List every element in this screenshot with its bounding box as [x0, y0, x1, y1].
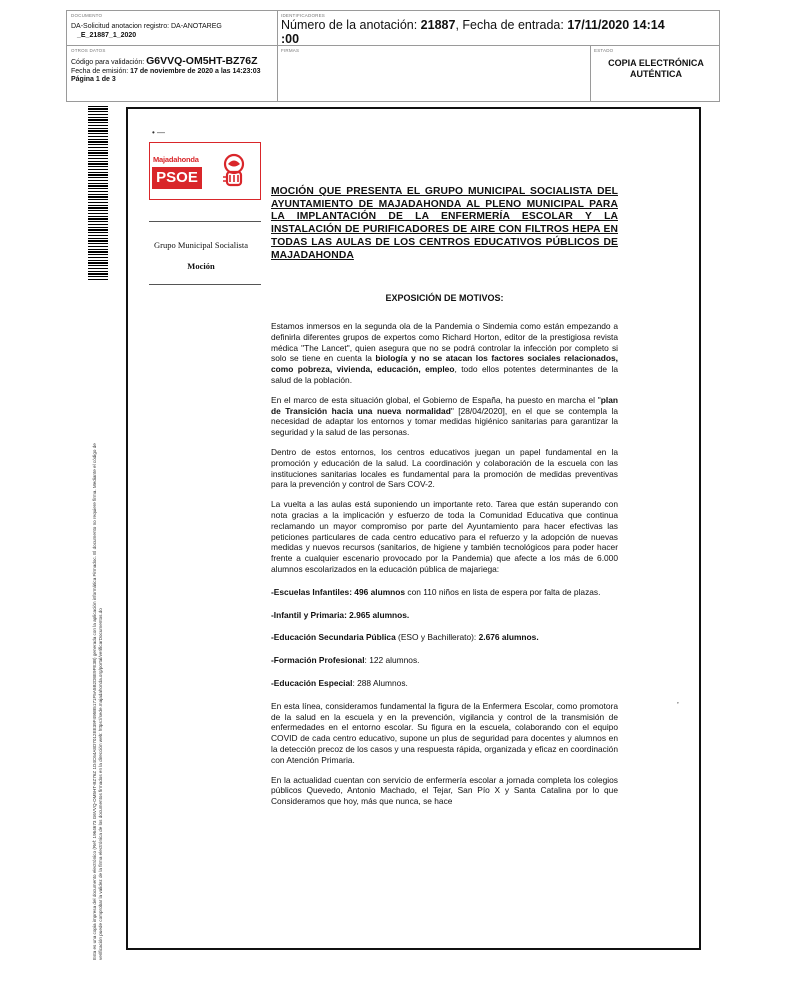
- list-item: -Escuelas Infantiles: 496 alumnos con 110 niños en lista de espera por falta de plazas.: [271, 586, 601, 597]
- firmas-caption: FIRMAS: [281, 48, 300, 53]
- motion-body: [271, 321, 618, 816]
- logo-place: Majadahonda: [153, 155, 199, 164]
- stray-mark: ’: [677, 701, 679, 710]
- paragraph: En esta línea, consideramos fundamental la figura de la Enfermera Escolar, como promotora de la salud en la escuela y en la prevención, vigilancia y control de la transmisión de enfermedades en el entorno escolar. Su figura en la escuela, colaborando con el equipo COVID de cada centro educativo, supone un plus de seguridad para docentes y alumnos en la detección precoz de los casos y una respuesta rápida, organizada y eficaz en coordinación con Atención Primaria.: [271, 700, 618, 765]
- paragraph: La vuelta a las aulas está suponiendo un importante reto. Tarea que están superando con nota gracias a la implicación y esfuerzo de toda la Comunidad Educativa que continua reclamando un mayor compromiso por parte del Ayuntamiento para hacer efectivas las peticiones particulares de cada centro educativo para el refuerzo y la adopción de nuevas medidas y nuevos recursos (sanitarios, de higiene y también tecnológicos para poder hacer frente a cualquier escenario provocado por la Pandemia) que afecte a los más de 6.000 alumnos escolarizados en la educación pública de majariega:: [271, 499, 618, 574]
- barcode: [88, 106, 108, 282]
- divider: [149, 284, 261, 285]
- psoe-logo: [149, 142, 261, 200]
- identificadores-caption: IDENTIFICADORES: [281, 13, 326, 18]
- paragraph: Dentro de estos entornos, los centros educativos juegan un papel fundamental en la promoción y educación de la salud. La coordinación y colaboración de la escuela con las instituciones sanitarias locales es fundamental para la promoción de medidas preventivas para la prevención y control de Sars COV-2.: [271, 446, 618, 490]
- document-page: [126, 107, 701, 950]
- logo-mark: • —: [152, 128, 166, 137]
- documento-caption: DOCUMENTO: [71, 13, 103, 18]
- validation-code: Código para validación: G6VVQ-OM5HT-BZ76Z: [71, 55, 258, 67]
- page-count: Página 1 de 3: [71, 76, 116, 83]
- verification-side-text: Esta es una copia impresa del documento electrónico (Ref: 1964673 G6VVQ-OM5HT-BZ76Z 1D4C64A8D7012EE39F495B5171F5A5B2D8E9FE3B) generada con la aplicación informática Firmadoc. El documento no requiere firma. Mediante el código de verificación puede comprobar la validez de la firma electrónica de los documentos firmados en la dirección web: https://sede.majadahonda.org/portal/verificarDocumentos.do: [92, 443, 103, 960]
- estado-caption: ESTADO: [594, 48, 614, 53]
- rose-fist-icon: [214, 151, 254, 191]
- group-name: Grupo Municipal Socialista: [154, 240, 248, 250]
- motion-title: MOCIÓN QUE PRESENTA EL GRUPO MUNICIPAL SOCIALISTA DEL AYUNTAMIENTO DE MAJADAHONDA AL PLENO MUNICIPAL PARA LA IMPLANTACIÓN DE LA ENFERMERÍA ESCOLAR Y LA INSTALACIÓN DE PURIFICADORES DE AIRE CON FILTROS HEPA EN TODAS LAS AULAS DE LOS CENTROS EDUCATIVOS PÚBLICOS DE MAJADAHONDA: [271, 186, 618, 261]
- anotacion-line: Número de la anotación: 21887, Fecha de entrada: 17/11/2020 14:14 :00: [281, 18, 665, 46]
- estado-status: COPIA ELECTRÓNICA AUTÉNTICA: [608, 58, 704, 79]
- list-item: -Formación Profesional: 122 alumnos.: [271, 655, 420, 666]
- divider: [149, 221, 261, 222]
- documento-text: DA-Solicitud anotacion registro: DA-ANOTAREG _E_21887_1_2020: [71, 23, 222, 39]
- otros-datos-caption: OTROS DATOS: [71, 48, 106, 53]
- list-item: -Infantil y Primaria: 2.965 alumnos.: [271, 609, 410, 620]
- paragraph: En la actualidad cuentan con servicio de enfermería escolar a jornada completa los colegios públicos Quevedo, Antonio Machado, el Tejar, San Pío X y Santa Catalina por lo que Consideramos que hoy, más que nunca, se hace: [271, 774, 618, 807]
- list-item: -Educación Especial: 288 Alumnos.: [271, 677, 408, 688]
- section-heading: EXPOSICIÓN DE MOTIVOS:: [385, 293, 504, 303]
- emission-date: Fecha de emisión: 17 de noviembre de 2020 a las 14:23:03: [71, 67, 261, 75]
- document-header: [66, 10, 720, 102]
- paragraph: Estamos inmersos en la segunda ola de la Pandemia o Sindemia como están empezando a definirla diferentes grupos de expertos como Richard Horton, editor de la prestigiosa revista médica "The Lancet", quien asegura que no se podrá controlar la infección por completo si solo se tiene en cuenta la biología y no se atacan los factores sociales relacionados, como pobreza, vivienda, educación, empleo, todo ellos potentes determinantes de la salud de la población.: [271, 321, 618, 385]
- list-item: -Educación Secundaria Pública (ESO y Bachillerato): 2.676 alumnos.: [271, 632, 539, 643]
- document-type: Moción: [187, 261, 215, 271]
- logo-brand: PSOE: [152, 167, 202, 189]
- paragraph: En el marco de esta situación global, el Gobierno de España, ha puesto en marcha el "plan de Transición hacia una nueva normalidad" [28/04/2020], en el que se contempla la necesidad de adaptar los entornos y tomar medidas higiénico sanitarias para garantizar la seguridad y la salud de las personas.: [271, 394, 618, 438]
